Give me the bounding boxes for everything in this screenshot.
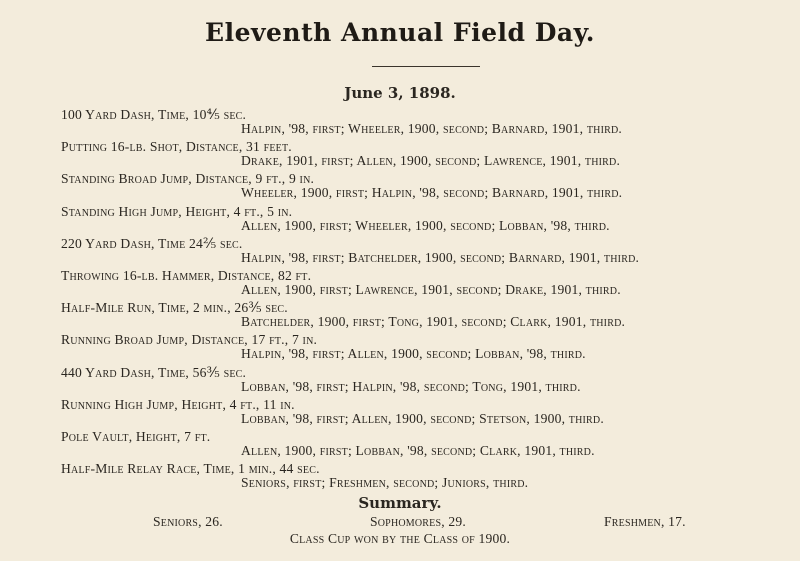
event-results: Batchelder, 1900, first; Tong, 1901, second; Clark, 1901, third. bbox=[241, 314, 626, 330]
event-description: Half-Mile Run, Time, 2 min., 26⅗ sec. bbox=[61, 300, 288, 316]
summary-sophomores: Sophomores, 29. bbox=[370, 514, 467, 529]
event-entry bbox=[0, 362, 800, 394]
summary-title: Summary. bbox=[358, 494, 442, 512]
event-description: 440 Yard Dash, Time, 56⅗ sec. bbox=[61, 364, 247, 380]
event-entry bbox=[0, 458, 800, 490]
event-description: Putting 16-lb. Shot, Distance, 31 feet. bbox=[61, 139, 292, 155]
event-results: Lobban, '98, first; Allen, 1900, second; Stetson, 1900, third. bbox=[241, 410, 604, 426]
event-description: Half-Mile Relay Race, Time, 1 min., 44 sec. bbox=[61, 461, 320, 477]
summary-freshmen: Freshmen, 17. bbox=[604, 514, 686, 529]
event-description: 220 Yard Dash, Time 24⅖ sec. bbox=[61, 235, 243, 251]
event-date: June 3, 1898. bbox=[344, 84, 456, 102]
event-results: Seniors, first; Freshmen, second; Juniors, third. bbox=[241, 475, 529, 491]
event-results: Allen, 1900, first; Lawrence, 1901, second; Drake, 1901, third. bbox=[241, 281, 621, 297]
event-description: Running Broad Jump, Distance, 17 ft., 7 in. bbox=[61, 332, 318, 348]
event-results: Wheeler, 1900, first; Halpin, '98, second; Barnard, 1901, third. bbox=[241, 185, 623, 201]
event-description: Standing High Jump, Height, 4 ft., 5 in. bbox=[61, 203, 293, 219]
page-title: Eleventh Annual Field Day. bbox=[205, 18, 595, 47]
event-entry bbox=[0, 104, 800, 136]
events-list bbox=[0, 104, 800, 490]
event-results: Halpin, '98, first; Wheeler, 1900, second; Barnard, 1901, third. bbox=[241, 121, 622, 136]
event-results: Drake, 1901, first; Allen, 1900, second; Lawrence, 1901, third. bbox=[241, 153, 621, 169]
event-description: Throwing 16-lb. Hammer, Distance, 82 ft. bbox=[61, 267, 312, 283]
event-entry bbox=[0, 233, 800, 265]
summary-seniors: Seniors, 26. bbox=[153, 514, 223, 529]
event-entry bbox=[0, 297, 800, 329]
event-entry bbox=[0, 426, 800, 458]
event-results: Halpin, '98, first; Batchelder, 1900, second; Barnard, 1901, third. bbox=[241, 249, 640, 265]
event-entry bbox=[0, 329, 800, 361]
event-results: Allen, 1900, first; Wheeler, 1900, second; Lobban, '98, third. bbox=[241, 217, 610, 233]
event-entry bbox=[0, 136, 800, 168]
event-description: 100 Yard Dash, Time, 10⅘ sec. bbox=[61, 107, 247, 122]
class-cup-note: Class Cup won by the Class of 1900. bbox=[289, 531, 511, 546]
event-results: Lobban, '98, first; Halpin, '98, second; Tong, 1901, third. bbox=[241, 378, 581, 394]
title-divider bbox=[372, 66, 480, 67]
event-entry bbox=[0, 168, 800, 200]
event-description: Running High Jump, Height, 4 ft., 11 in. bbox=[61, 396, 295, 412]
event-entry bbox=[0, 394, 800, 426]
event-entry bbox=[0, 201, 800, 233]
event-results: Halpin, '98, first; Allen, 1900, second; Lobban, '98, third. bbox=[241, 346, 586, 362]
event-description: Standing Broad Jump, Distance, 9 ft., 9 in. bbox=[61, 171, 315, 187]
event-description: Pole Vault, Height, 7 ft. bbox=[61, 428, 211, 444]
event-entry bbox=[0, 265, 800, 297]
event-results: Allen, 1900, first; Lobban, '98, second; Clark, 1901, third. bbox=[241, 442, 595, 458]
